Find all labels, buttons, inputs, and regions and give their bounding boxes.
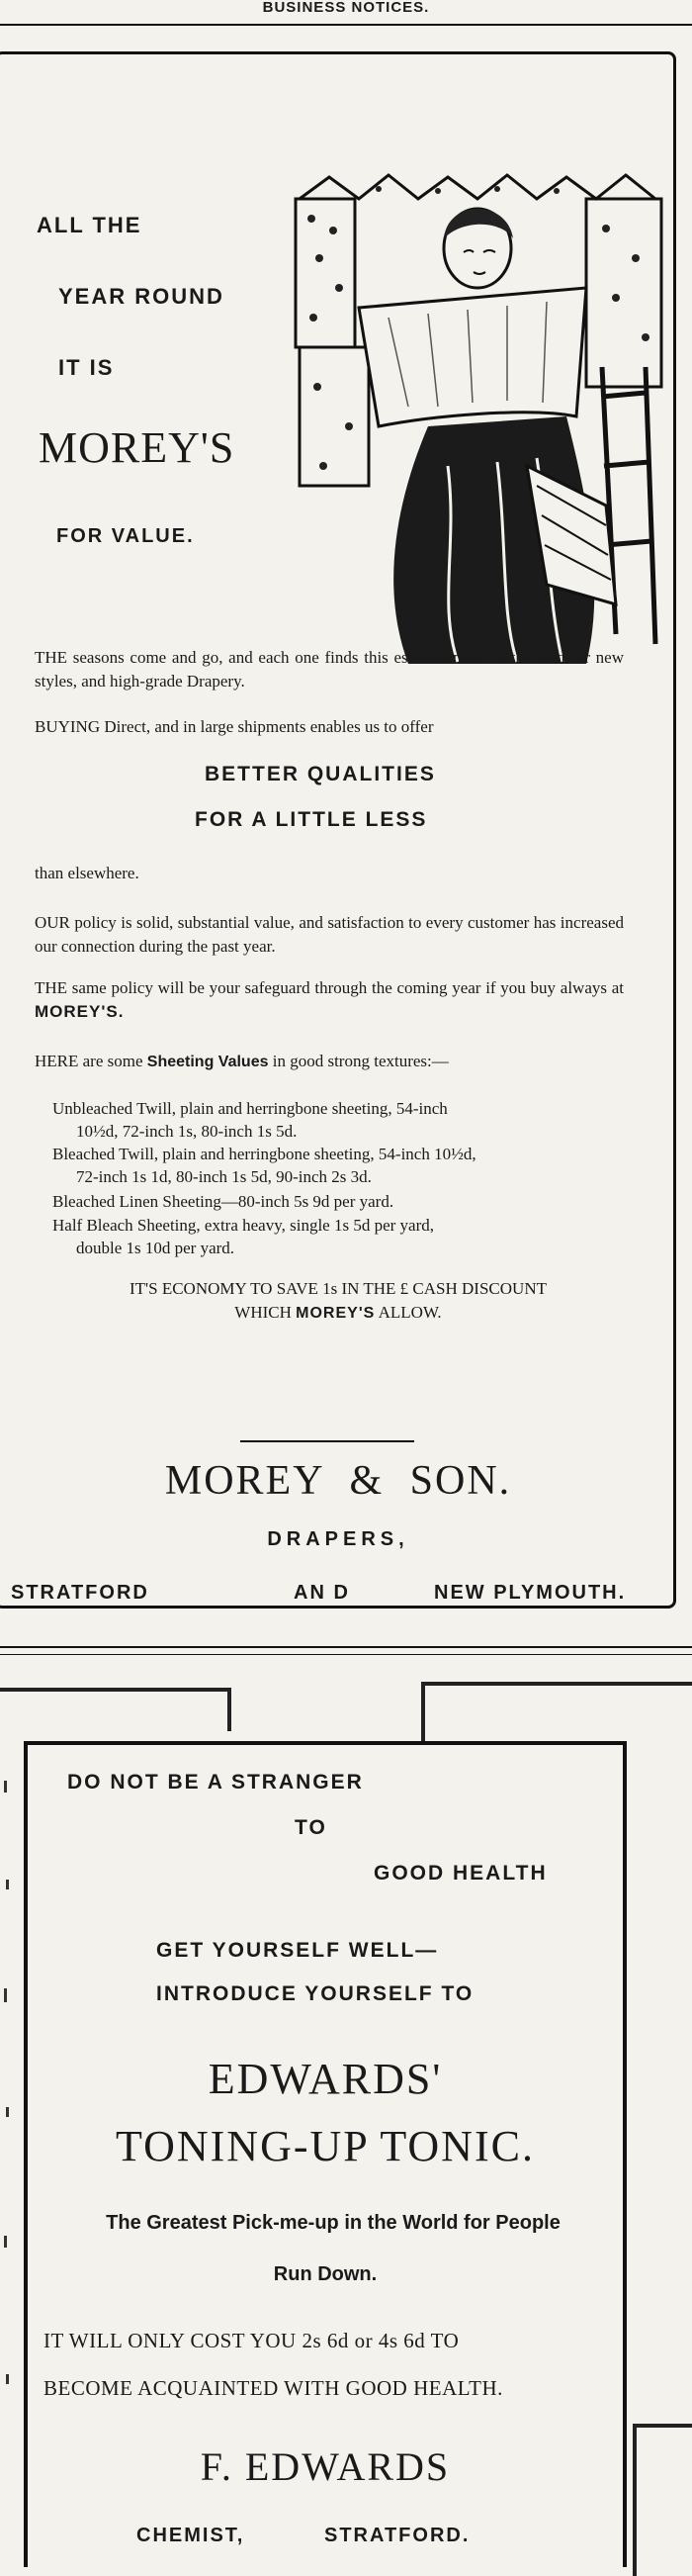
background-frame-bottom-right xyxy=(633,2424,692,2576)
line-to: TO xyxy=(295,1816,327,1839)
economy-line1: IT'S ECONOMY TO SAVE 1s IN THE £ CASH DISCOUNT xyxy=(130,1279,547,1298)
headline-year-round: YEAR ROUND xyxy=(58,284,224,309)
background-frame-left xyxy=(0,1688,231,1731)
sheeting-item-line1: Unbleached Twill, plain and herringbone sheeting, 54-inch xyxy=(52,1099,448,1118)
for-value: FOR VALUE. xyxy=(56,525,195,547)
sheeting-item xyxy=(52,1214,626,1259)
here-text-a: HERE are some xyxy=(35,1052,143,1070)
edwards-advertisement xyxy=(24,1741,627,2567)
product-edwards: EDWARDS' xyxy=(208,2055,443,2103)
same-policy-text: THE same policy will be your safeguard through the coming year if you buy always at xyxy=(35,978,624,997)
headline-it-is: IT IS xyxy=(58,355,115,380)
sheeting-item-line1: Half Bleach Sheeting, extra heavy, single 1s 5d per yard, xyxy=(52,1216,434,1235)
sheeting-item-line2: 10½d, 72-inch 1s, 80-inch 1s 5d. xyxy=(76,1122,298,1141)
for-a-little-less: FOR A LITTLE LESS xyxy=(195,808,428,831)
sheeting-item-line1: Bleached Twill, plain and herringbone sheeting, 54-inch 10½d, xyxy=(52,1145,476,1163)
trade-drapers: DRAPERS, xyxy=(267,1528,409,1550)
woman-with-fabric-illustration xyxy=(290,169,669,680)
section-separator-thin xyxy=(0,1654,692,1655)
economy-brand: MOREY'S xyxy=(296,1305,376,1322)
trade-chemist: CHEMIST, xyxy=(136,2525,245,2546)
line-get-yourself-well: GET YOURSELF WELL— xyxy=(156,1939,439,1962)
line-introduce-yourself: INTRODUCE YOURSELF TO xyxy=(156,1982,475,2005)
print-speck xyxy=(6,2107,9,2117)
firm-name-f-edwards: F. EDWARDS xyxy=(200,2444,451,2489)
economy-which: WHICH xyxy=(234,1303,292,1322)
same-policy-brand: MOREY'S. xyxy=(35,1002,125,1021)
here-text-b: in good strong textures:— xyxy=(272,1052,449,1070)
paragraph-same-policy xyxy=(35,976,624,1024)
than-elsewhere: than elsewhere. xyxy=(35,864,139,882)
paragraph-here xyxy=(35,1050,624,1074)
headline-all-the: ALL THE xyxy=(37,213,142,237)
sheeting-item xyxy=(52,1097,626,1143)
product-toning-up-tonic: TONING-UP TONIC. xyxy=(116,2122,535,2170)
sheeting-item xyxy=(52,1143,626,1188)
print-speck xyxy=(6,1880,9,1889)
divider-rule xyxy=(240,1440,414,1442)
paragraph-seasons: THE seasons come and go, and each one finds this establishment in the lead for new styles, and high-grade Drapery. xyxy=(35,648,624,690)
print-speck xyxy=(4,1988,7,2002)
line-do-not-be-a-stranger: DO NOT BE A STRANGER xyxy=(67,1771,364,1794)
sheeting-item-line2: double 1s 10d per yard. xyxy=(76,1239,235,1257)
print-speck xyxy=(6,2374,9,2384)
town-stratford: STRATFORD. xyxy=(324,2525,471,2546)
paragraph-buying: BUYING Direct, and in large shipments enables us to offer xyxy=(35,717,434,736)
tagline-line1: The Greatest Pick-me-up in the World for People xyxy=(106,2212,561,2234)
morey-advertisement xyxy=(0,51,676,1609)
location-new-plymouth: NEW PLYMOUTH. xyxy=(434,1582,627,1604)
sheeting-item xyxy=(52,1190,626,1213)
cost-line2: BECOME ACQUAINTED WITH GOOD HEALTH. xyxy=(43,2376,503,2400)
economy-line2 xyxy=(0,1303,679,1323)
firm-name-morey-son: MOREY & SON. xyxy=(164,1458,512,1504)
sheeting-item-line1: Bleached Linen Sheeting—80-inch 5s 9d per yard. xyxy=(52,1192,394,1211)
print-speck xyxy=(4,1781,7,1793)
print-speck xyxy=(4,2236,7,2248)
location-stratford: STRATFORD xyxy=(11,1582,149,1604)
better-qualities: BETTER QUALITIES xyxy=(205,763,436,785)
brand-moreys: MOREY'S xyxy=(39,423,235,472)
here-sheeting-values: Sheeting Values xyxy=(146,1054,269,1070)
tagline-line2: Run Down. xyxy=(273,2263,378,2285)
header-rule xyxy=(0,24,692,26)
section-separator xyxy=(0,1646,692,1648)
line-good-health: GOOD HEALTH xyxy=(374,1862,548,1885)
page-header: BUSINESS NOTICES. xyxy=(262,0,430,16)
location-and: AN D xyxy=(294,1582,350,1604)
economy-allow: ALLOW. xyxy=(378,1303,442,1322)
paragraph-policy: OUR policy is solid, substantial value, and satisfaction to every customer has increased our connection during the past year. xyxy=(35,913,624,956)
cost-line1: IT WILL ONLY COST YOU 2s 6d or 4s 6d TO xyxy=(43,2329,460,2352)
sheeting-item-line2: 72-inch 1s 1d, 80-inch 1s 5d, 90-inch 2s 3d. xyxy=(76,1167,372,1186)
